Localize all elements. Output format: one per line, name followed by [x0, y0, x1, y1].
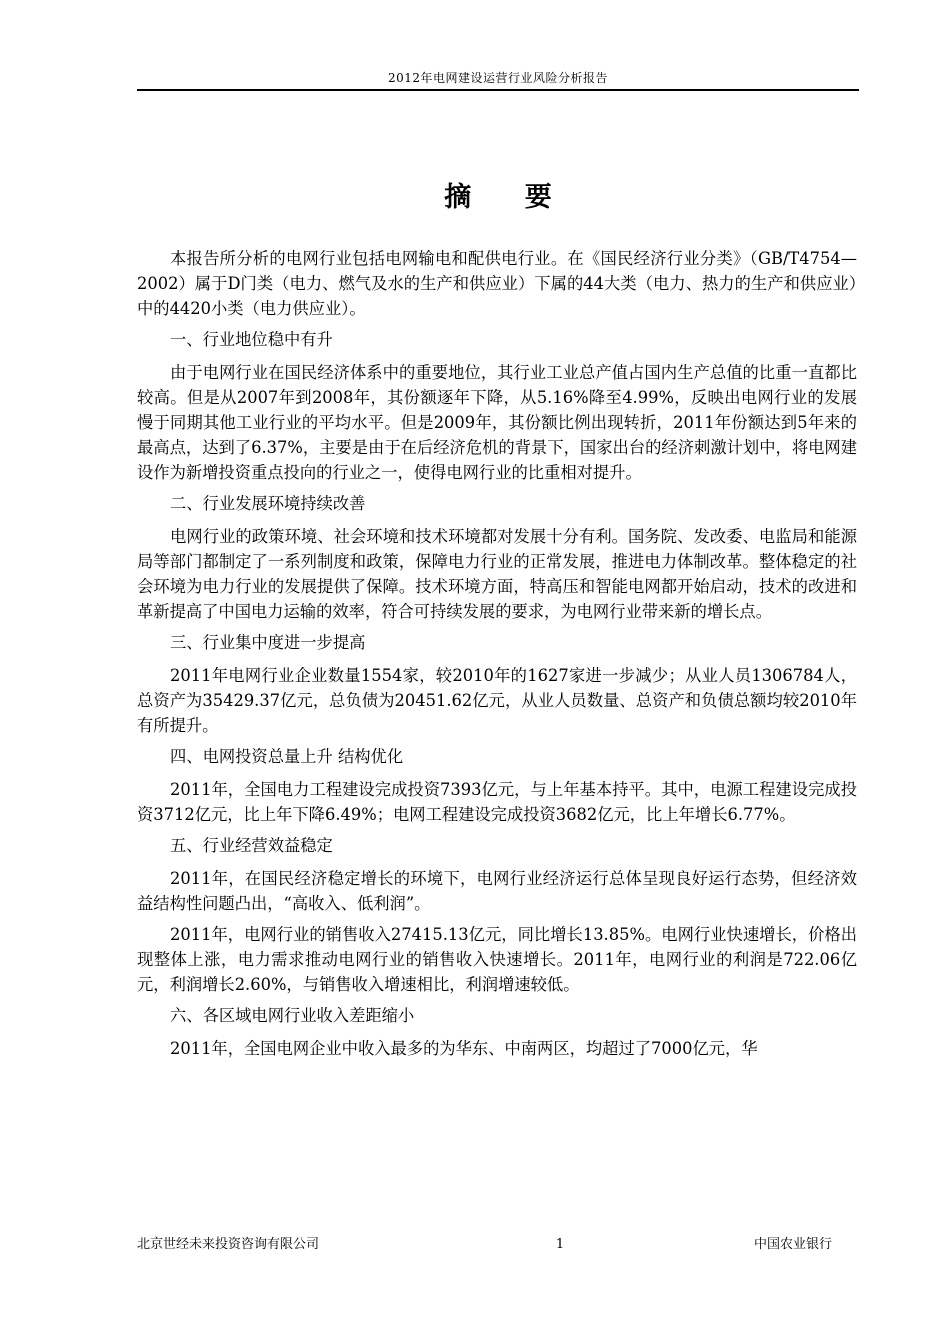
running-header: 2012年电网建设运营行业风险分析报告	[387, 71, 609, 85]
footer-company: 北京世经未来投资咨询有限公司	[137, 1237, 320, 1252]
paragraph-environment: 电网行业的政策环境、社会环境和技术环境都对发展十分有利。国务院、发改委、电监局和能源局等部门都制定了一系列制度和政策，保障电力行业的正常发展，推进电力体制改革。整体稳定的社会环境为电力行业的发展提供了保障。技术环境方面，特高压和智能电网都开始启动，技术的改进和革新提高了中国电力运输的效率，符合可持续发展的要求，为电网行业带来新的增长点。	[137, 527, 857, 621]
heading-concentration: 三、行业集中度进一步提高	[170, 633, 366, 652]
paragraph-regional-gap: 2011年，全国电网企业中收入最多的为华东、中南两区，均超过了7000亿元，华	[170, 1039, 758, 1058]
paragraph-concentration: 2011年电网行业企业数量1554家，较2010年的1627家进一步减少；从业人员1306784人，总资产为35429.37亿元，总负债为20451.62亿元，从业人员数量、总资产和负债总额均较2010年有所提升。	[137, 666, 857, 735]
page-number: 1	[555, 1237, 565, 1252]
paragraph-revenue-profit: 2011年，电网行业的销售收入27415.13亿元，同比增长13.85%。电网行业快速增长，价格出现整体上涨，电力需求推动电网行业的销售收入快速增长。2011年，电网行业的利润是722.06亿元，利润增长2.60%，与销售收入增速相比，利润增速较低。	[137, 925, 857, 994]
footer-client: 中国农业银行	[753, 1237, 832, 1252]
paragraph-investment: 2011年，全国电力工程建设完成投资7393亿元，与上年基本持平。其中，电源工程建设完成投资3712亿元，比上年下降6.49%；电网工程建设完成投资3682亿元，比上年增长6.77%。	[137, 780, 857, 824]
heading-operating-efficiency: 五、行业经营效益稳定	[170, 836, 333, 855]
paragraph-scope: 本报告所分析的电网行业包括电网输电和配供电行业。在《国民经济行业分类》（GB/T4754—2002）属于D门类（电力、燃气及水的生产和供应业）下属的44大类（电力、热力的生产和供应业）中的4420小类（电力供应业）。	[137, 249, 857, 318]
heading-industry-position: 一、行业地位稳中有升	[170, 330, 333, 349]
header-divider	[137, 89, 859, 91]
paragraph-industry-position: 由于电网行业在国民经济体系中的重要地位，其行业工业总产值占国内生产总值的比重一直都比较高。但是从2007年到2008年，其份额逐年下降，从5.16%降至4.99%，反映出电网行业的发展慢于同期其他工业行业的平均水平。但是2009年，其份额比例出现转折，2011年份额达到5年来的最高点，达到了6.37%，主要是由于在后经济危机的背景下，国家出台的经济刺激计划中，将电网建设作为新增投资重点投向的行业之一，使得电网行业的比重相对提升。	[137, 363, 857, 482]
document-body	[137, 246, 857, 1067]
heading-regional-gap: 六、各区域电网行业收入差距缩小	[170, 1006, 415, 1025]
section-title: 摘 要	[444, 182, 574, 213]
paragraph-operating-efficiency: 2011年，在国民经济稳定增长的环境下，电网行业经济运行总体呈现良好运行态势，但经济效益结构性问题凸出，“高收入、低利润”。	[137, 869, 857, 913]
heading-investment: 四、电网投资总量上升 结构优化	[170, 747, 404, 766]
heading-environment: 二、行业发展环境持续改善	[170, 494, 366, 513]
